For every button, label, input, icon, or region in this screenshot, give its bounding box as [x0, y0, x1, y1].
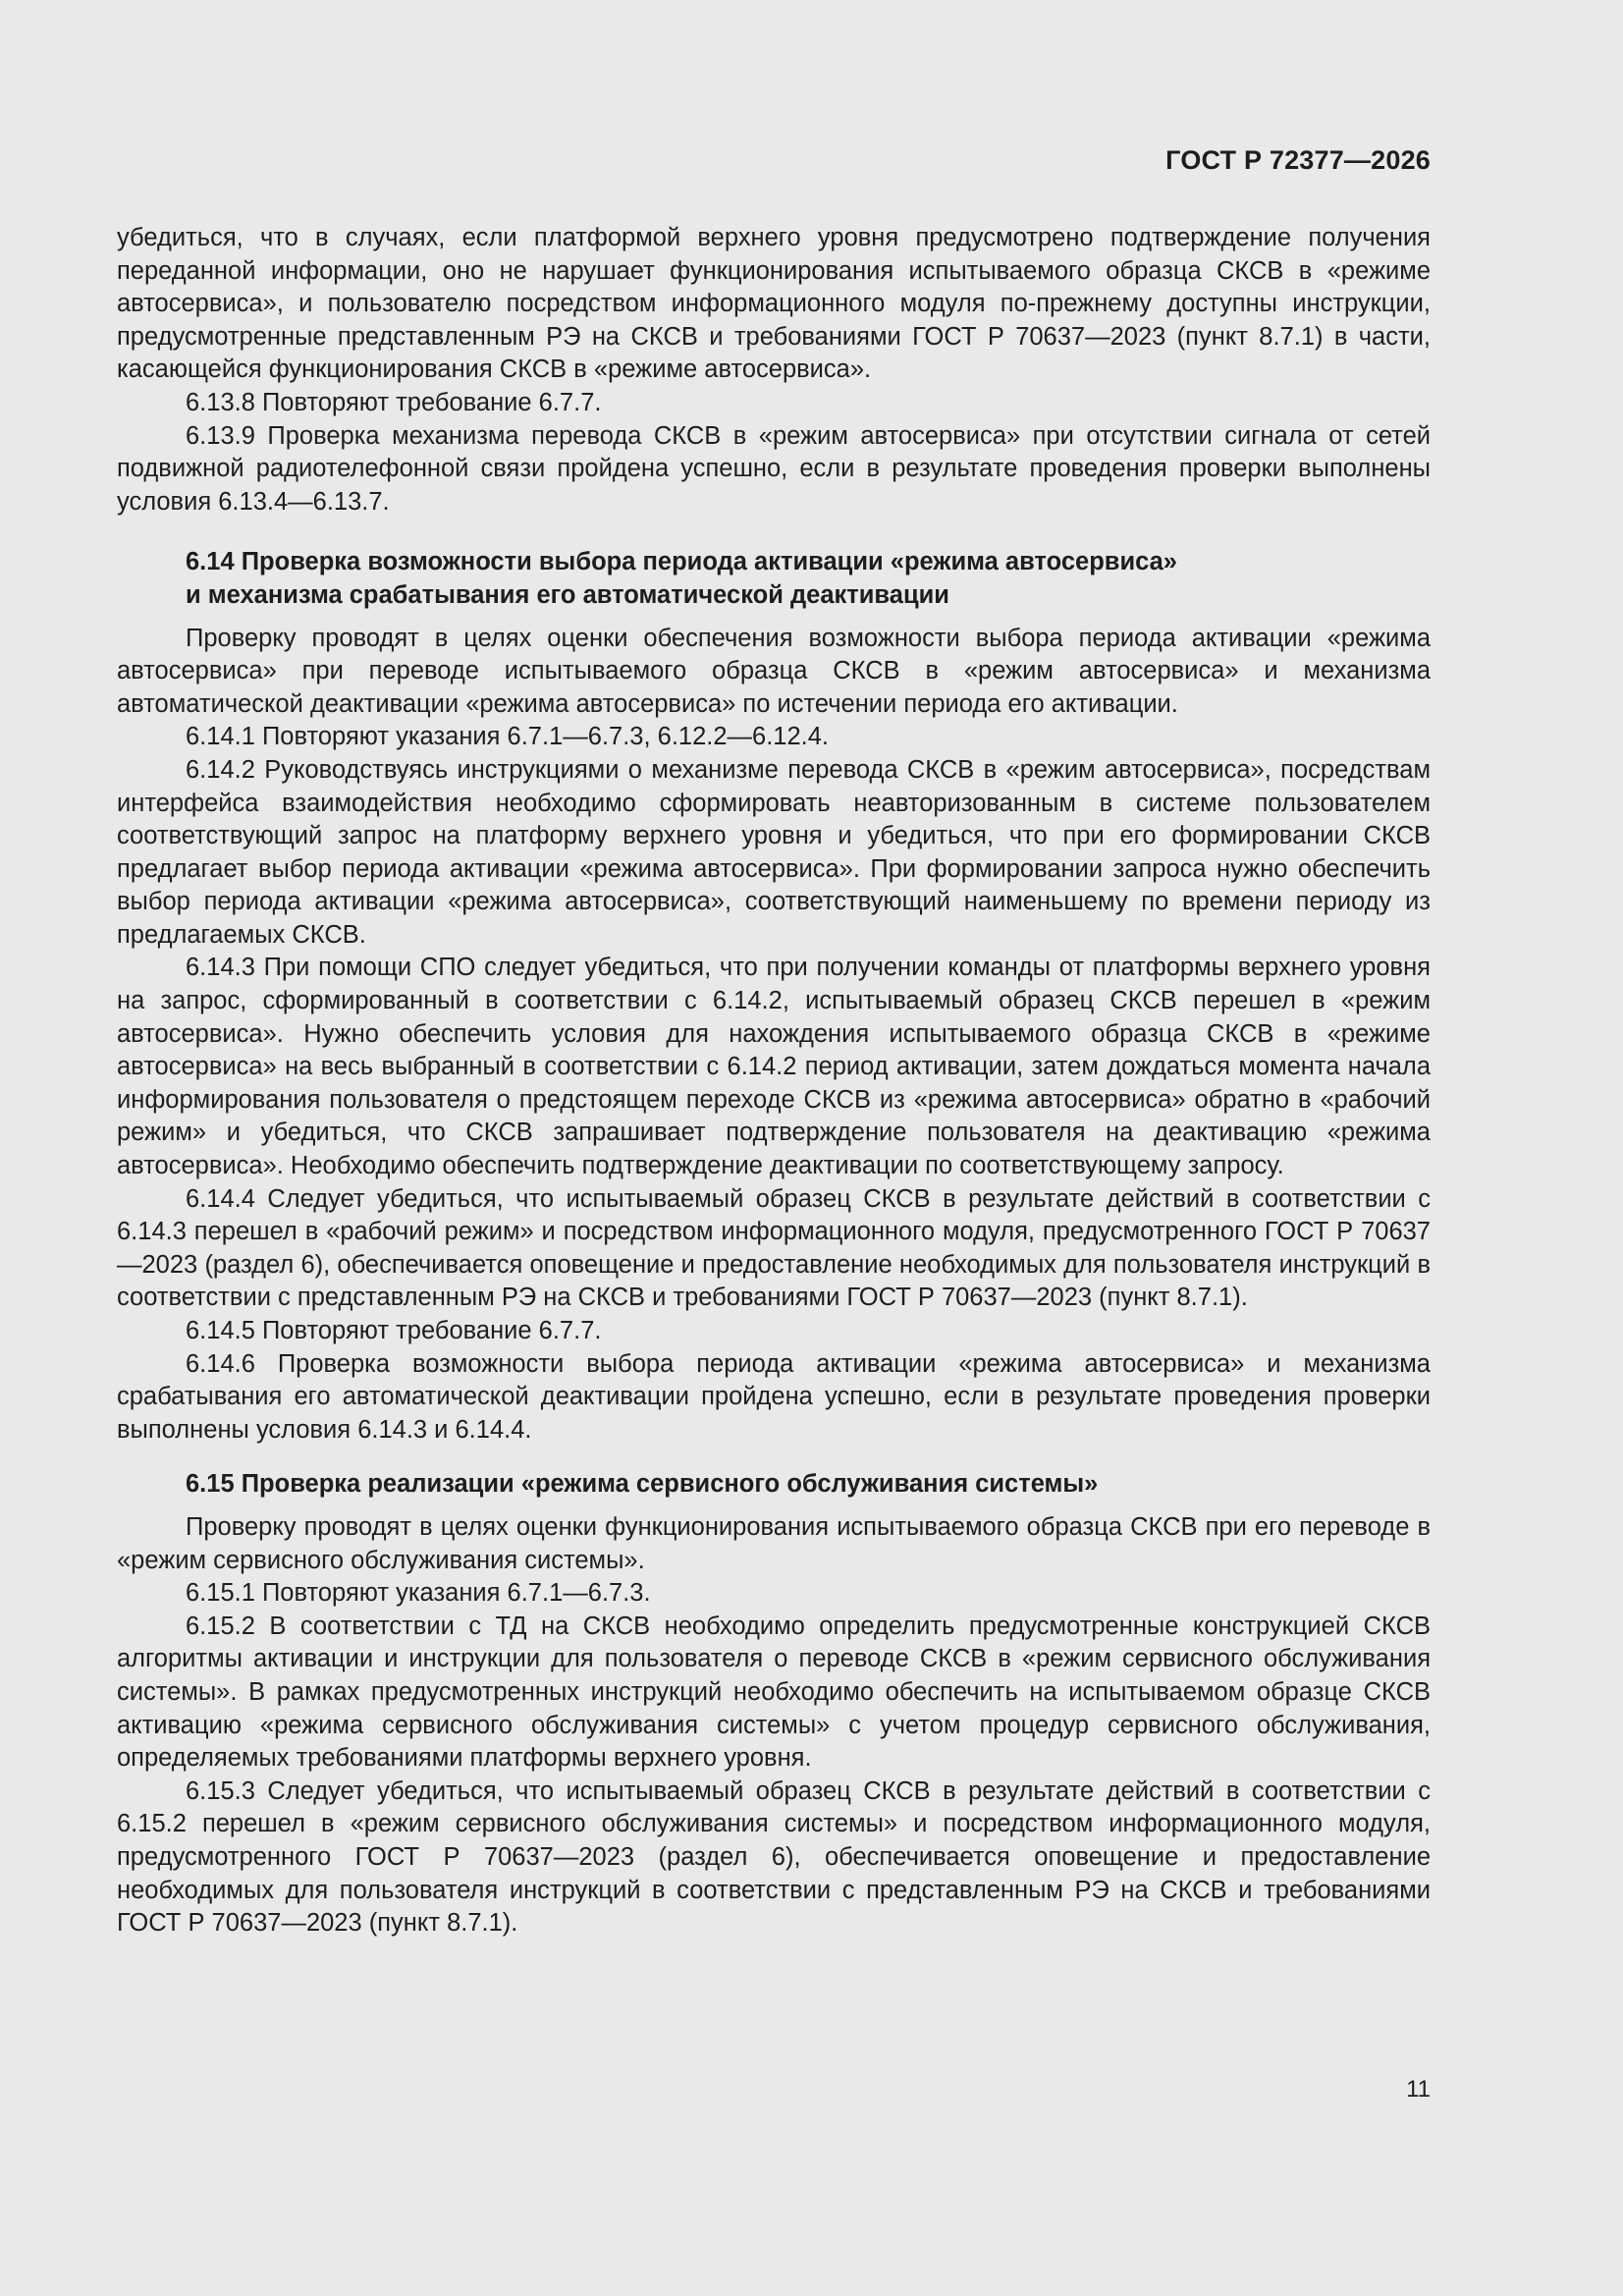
paragraph-6-14-5: 6.14.5 Повторяют требование 6.7.7. [186, 1317, 602, 1344]
paragraph-6-14-intro: Проверку проводят в целях оценки обеспечения возможности выбора периода активации «режима автосервиса» при переводе испытываемого образца СКСВ в «режим автосервиса» и механизма автоматической деактивации «режима автосервиса» по истечении периода его активации. [117, 624, 1431, 718]
paragraph-6-13-9: 6.13.9 Проверка механизма перевода СКСВ в «режим автосервиса» при отсутствии сигнала от сетей подвижной радиотелефонной связи пройдена успешно, если в результате проведения проверки выполнены условия 6.13.4—6.13.7. [117, 421, 1431, 516]
paragraph-6-14-6: 6.14.6 Проверка возможности выбора периода активации «режима автосервиса» и механизма срабатывания его автоматической деактивации пройдена успешно, если в результате проведения проверки выполнены условия 6.14.3 и 6.14.4. [117, 1349, 1431, 1444]
paragraph-6-15-1: 6.15.1 Повторяют указания 6.7.1—6.7.3. [186, 1579, 651, 1608]
paragraph-6-14-4: 6.14.4 Следует убедиться, что испытываемый образец СКСВ в результате действий в соответствии с 6.14.3 перешел в «рабочий режим» и посредством информационного модуля, предусмотренного ГОСТ Р 70637—2023 (раздел 6), обеспечивается оповещение и предоставление необходимых для пользователя инструкций в соответствии с представленным РЭ на СКСВ и требованиями ГОСТ Р 70637—2023 (пункт 8.7.1). [117, 1184, 1431, 1312]
paragraph-6-14-1: 6.14.1 Повторяют указания 6.7.1—6.7.3, 6.12.2—6.12.4. [186, 723, 830, 751]
section-heading-6-14 [117, 546, 1431, 612]
paragraph-6-14-2: 6.14.2 Руководствуясь инструкциями о механизме перевода СКСВ в «режим автосервиса», посредствам интерфейса взаимодействия необходимо сформировать неавторизованным в системе пользователем соответствующий запрос на платформу верхнего уровня и убедиться, что при его формировании СКСВ предлагает выбор периода активации «режима автосервиса». При формировании запроса нужно обеспечить выбор периода активации «режима автосервиса», соответствующий наименьшему по времени периоду из предлагаемых СКСВ. [117, 755, 1431, 949]
paragraph-6-14-3: 6.14.3 При помощи СПО следует убедиться, что при получении команды от платформы верхнего уровня на запрос, сформированный в соответствии с 6.14.2, испытываемый образец СКСВ перешел в «режим автосервиса». Нужно обеспечить условия для нахождения испытываемого образца СКСВ в «режиме автосервиса» на весь выбранный в соответствии с 6.14.2 период активации, затем дождаться момента начала информирования пользователя о предстоящем переходе СКСВ из «режима автосервиса» обратно в «рабочий режим» и убедиться, что СКСВ запрашивает подтверждение пользователя на деактивацию «режима автосервиса». Необходимо обеспечить подтверждение деактивации по соответствующему запросу. [117, 954, 1431, 1180]
section-heading-6-14-line2: и механизма срабатывания его автоматической деактивации [186, 580, 949, 609]
paragraph-6-15-3: 6.15.3 Следует убедиться, что испытываемый образец СКСВ в результате действий в соответствии с 6.15.2 перешел в «режим сервисного обслуживания системы» и посредством информационного модуля, предусмотренного ГОСТ Р 70637—2023 (раздел 6), обеспечивается оповещение и предоставление необходимых для пользователя инструкций в соответствии с представленным РЭ на СКСВ и требованиями ГОСТ Р 70637—2023 (пункт 8.7.1). [117, 1777, 1431, 1938]
paragraph-intro-continuation: убедиться, что в случаях, если платформой верхнего уровня предусмотрено подтверждение получения переданной информации, оно не нарушает функционирования испытываемого образца СКСВ в «режиме автосервиса», и пользователю посредством информационного модуля по-прежнему доступны инструкции, предусмотренные представленным РЭ на СКСВ и требованиями ГОСТ Р 70637—2023 (пункт 8.7.1) в части, касающейся функционирования СКСВ в «режиме автосервиса». [117, 224, 1431, 384]
paragraph-6-15-intro: Проверку проводят в целях оценки функционирования испытываемого образца СКСВ при его переводе в «режим сервисного обслуживания системы». [117, 1512, 1431, 1574]
document-code: ГОСТ Р 72377—2026 [1165, 145, 1431, 175]
section-heading-6-14-line1: 6.14 Проверка возможности выбора периода активации «режима автосервиса» [186, 548, 1177, 576]
page-number: 11 [1406, 2076, 1431, 2103]
paragraph-6-13-8: 6.13.8 Повторяют требование 6.7.7. [186, 388, 602, 416]
document-body [117, 222, 1431, 1941]
section-heading-6-15: 6.15 Проверка реализации «режима сервисного обслуживания системы» [186, 1470, 1099, 1499]
paragraph-6-15-2: 6.15.2 В соответствии с ТД на СКСВ необходимо определить предусмотренные конструкцией СКСВ алгоритмы активации и инструкции для пользователя о переводе СКСВ в «режим сервисного обслуживания системы». В рамках предусмотренных инструкций необходимо обеспечить на испытываемом образце СКСВ активацию «режима сервисного обслуживания системы» с учетом процедур сервисного обслуживания, определяемых требованиями платформы верхнего уровня. [117, 1612, 1431, 1773]
